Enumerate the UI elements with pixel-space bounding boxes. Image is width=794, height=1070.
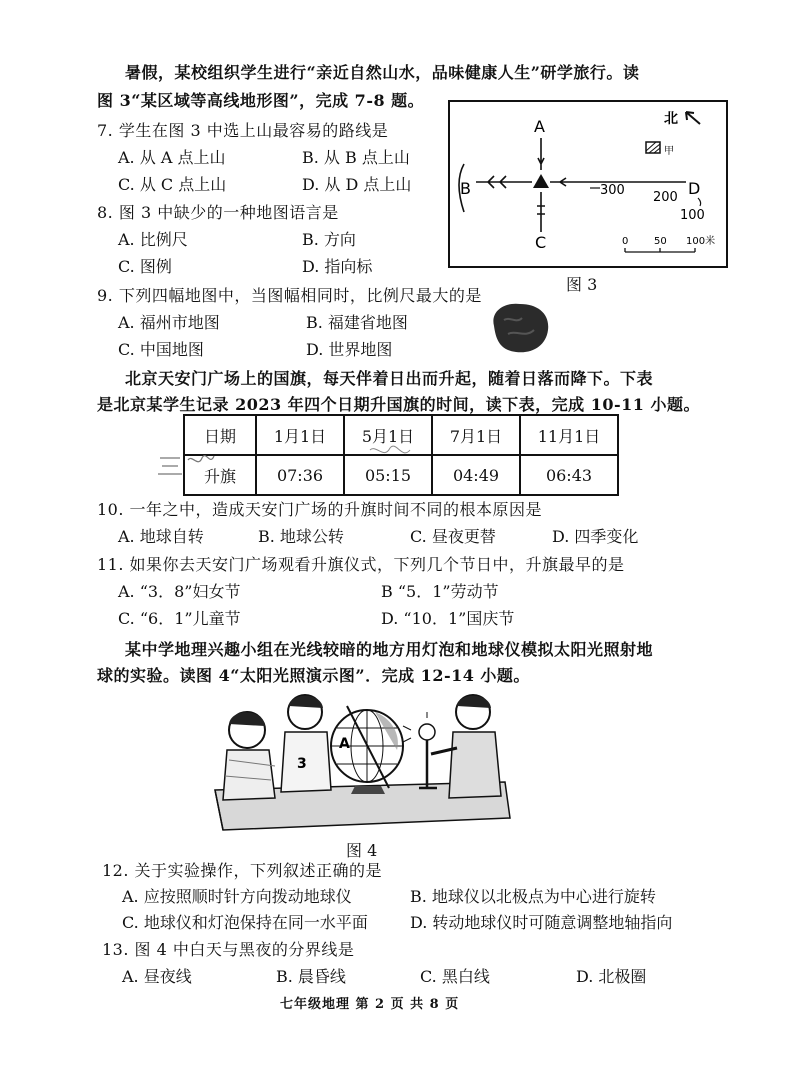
globe-label-a: A — [339, 736, 350, 752]
summit-icon — [533, 174, 549, 188]
q8-option-a[interactable]: A. 比例尺 — [118, 230, 188, 249]
q8-option-b[interactable]: B. 方向 — [302, 230, 356, 249]
q10-option-d[interactable]: D. 四季变化 — [552, 527, 639, 546]
ink-blot — [486, 300, 552, 356]
pencil-scribbles — [150, 410, 470, 480]
q12-stem: 12. 关于实验操作，下列叙述正确的是 — [102, 861, 383, 880]
scale-0: 0 — [622, 236, 629, 247]
q12-option-a[interactable]: A. 应按照顺时针方向拨动地球仪 — [122, 887, 352, 906]
table-header-cell: 11月1日 — [520, 415, 618, 455]
q11-stem: 11. 如果你去天安门广场观看升旗仪式，下列几个节日中，升旗最早的是 — [97, 555, 625, 574]
q7-stem: 7. 学生在图 3 中选上山最容易的路线是 — [97, 121, 389, 140]
table-header-cell: 5月1日 — [344, 415, 432, 455]
q9-option-d[interactable]: D. 世界地图 — [306, 340, 393, 359]
figure-4-caption: 图 4 — [346, 841, 378, 860]
q7-option-a[interactable]: A. 从 A 点上山 — [118, 148, 226, 167]
q9-option-a[interactable]: A. 福州市地图 — [118, 313, 220, 332]
shirt-number: 3 — [297, 756, 307, 772]
intro2-line-2: 是北京某学生记录 2023 年四个日期升国旗的时间，读下表，完成 10-11 小题。 — [97, 395, 700, 414]
north-label: 北 — [664, 111, 678, 127]
q9-option-b[interactable]: B. 福建省地图 — [306, 313, 408, 332]
point-b: B — [460, 179, 471, 198]
scale-bar — [625, 248, 695, 252]
q9-option-c[interactable]: C. 中国地图 — [118, 340, 204, 359]
q13-option-b[interactable]: B. 晨昏线 — [276, 967, 346, 986]
q13-option-c[interactable]: C. 黑白线 — [420, 967, 490, 986]
point-a: A — [534, 117, 545, 136]
table-cell: 04:49 — [432, 455, 520, 495]
table-header-cell: 日期 — [184, 415, 256, 455]
figure-3-caption: 图 3 — [566, 275, 598, 294]
q7-option-c[interactable]: C. 从 C 点上山 — [118, 175, 227, 194]
intro-line-1: 暑假，某校组织学生进行“亲近自然山水，品味健康人生”研学旅行。读 — [125, 63, 640, 82]
legend-label: 甲 — [664, 146, 674, 157]
q11-option-b[interactable]: B “5．1”劳动节 — [381, 582, 499, 601]
intro2-line-1: 北京天安门广场上的国旗，每天伴着日出而升起，随着日落而降下。下表 — [125, 369, 654, 388]
q12-option-c[interactable]: C. 地球仪和灯泡保持在同一水平面 — [122, 913, 368, 932]
table-cell: 06:43 — [520, 455, 618, 495]
table-cell: 07:36 — [256, 455, 344, 495]
q13-stem: 13. 图 4 中白天与黑夜的分界线是 — [102, 940, 355, 959]
intro3-line-2: 球的实验。读图 4“太阳光照演示图”．完成 12-14 小题。 — [97, 666, 530, 685]
table-cell: 05:15 — [344, 455, 432, 495]
intro3-line-1: 某中学地理兴趣小组在光线较暗的地方用灯泡和地球仪模拟太阳光照射地 — [125, 640, 654, 659]
q7-option-b[interactable]: B. 从 B 点上山 — [302, 148, 410, 167]
table-cell: 升旗 — [184, 455, 256, 495]
q11-option-d[interactable]: D. “10．1”国庆节 — [381, 609, 515, 628]
legend-square-icon — [646, 142, 660, 153]
q10-option-b[interactable]: B. 地球公转 — [258, 527, 344, 546]
q8-option-d[interactable]: D. 指向标 — [302, 257, 373, 276]
point-c: C — [535, 233, 547, 252]
intro-line-2: 图 3“某区域等高线地形图”，完成 7-8 题。 — [97, 91, 425, 110]
q7-option-d[interactable]: D. 从 D 点上山 — [302, 175, 412, 194]
q8-stem: 8. 图 3 中缺少的一种地图语言是 — [97, 203, 339, 222]
q10-option-c[interactable]: C. 昼夜更替 — [410, 527, 496, 546]
table-header-cell: 1月1日 — [256, 415, 344, 455]
scale-50: 50 — [654, 236, 667, 247]
sunlight-demo-illustration — [205, 690, 515, 835]
contour-100: 100 — [680, 208, 705, 223]
q13-option-d[interactable]: D. 北极圈 — [576, 967, 647, 986]
north-arrow-icon — [686, 112, 700, 124]
bulb-icon — [419, 724, 435, 740]
contour-map — [448, 100, 728, 268]
page-footer: 七年级地理 第 2 页 共 8 页 — [280, 997, 460, 1012]
point-d: D — [688, 179, 701, 198]
q10-option-a[interactable]: A. 地球自转 — [118, 527, 204, 546]
table-header-cell: 7月1日 — [432, 415, 520, 455]
q8-option-c[interactable]: C. 图例 — [118, 257, 172, 276]
q12-option-b[interactable]: B. 地球仪以北极点为中心进行旋转 — [410, 887, 656, 906]
contour-300: 300 — [600, 183, 625, 198]
contour-map-drawing — [450, 102, 726, 266]
q12-option-d[interactable]: D. 转动地球仪时可随意调整地轴指向 — [410, 913, 673, 932]
contour-200: 200 — [653, 190, 678, 205]
q9-stem: 9. 下列四幅地图中，当图幅相同时，比例尺最大的是 — [97, 286, 482, 305]
q11-option-a[interactable]: A. “3．8”妇女节 — [118, 582, 241, 601]
scale-100: 100米 — [686, 236, 716, 247]
q13-option-a[interactable]: A. 昼夜线 — [122, 967, 192, 986]
q10-stem: 10. 一年之中，造成天安门广场的升旗时间不同的根本原因是 — [97, 500, 543, 519]
q11-option-c[interactable]: C. “6．1”儿童节 — [118, 609, 241, 628]
